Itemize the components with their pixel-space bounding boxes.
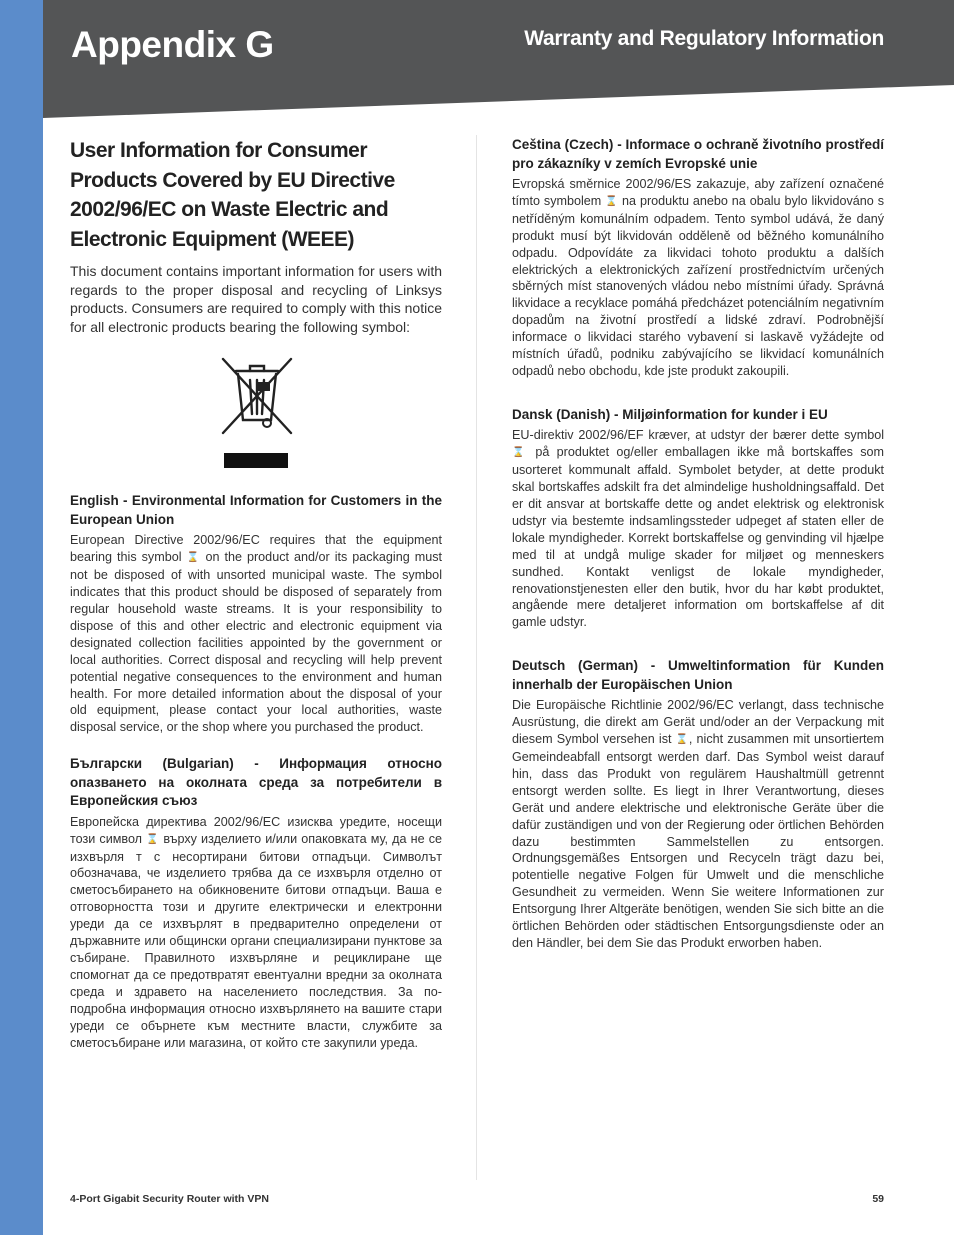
weee-symbol-figure	[70, 352, 442, 470]
section-body	[512, 697, 884, 952]
section-heading: Dansk (Danish) - Miljøinformation for kunder i EU	[512, 406, 828, 422]
body-text-part: Европейска директива 2002/96/EC изисква уредите, носещи този символ	[70, 814, 442, 846]
footer-product-name: 4-Port Gigabit Security Router with VPN	[70, 1193, 269, 1205]
body-text-part: върху изделието и/или опаковката му, да не се изхвърля т с несортирани битови отпадъци. Символът обозначава, че изделието трябва да се изхвърля отделно от сметосъбирането на обикновените битови отпадъци. Ваша е отговорността този и другите електрически и електронни уреди да се изхвърлят в предварително определени от държавните или общински органи специализирани пунктове за събиране. Правилното изхвърляне и рециклиране ще спомогнат да се предотвратят евентуални вредни за околната среда и здравето на населението последствия. За по-подробна информация относно изхвърлянето на вашите стари уреди се обърнете към местните власти, службите за сметосъбиране или магазина, от който сте закупили уреда.	[70, 831, 443, 1050]
left-column	[70, 136, 442, 1051]
main-heading: User Information for Consumer Products Covered by EU Directive 2002/96/EC on Waste Electric and Electronic Equipment (WEEE)	[70, 139, 395, 251]
intro-paragraph: This document contains important information for users with regards to the proper disposal and recycling of Linksys products. Consumers are required to comply with this notice for all electronic products bearing the following symbol:	[70, 263, 442, 335]
body-text-part: European Directive 2002/96/EC requires that the equipment bearing this symbol	[70, 533, 442, 565]
weee-inline-icon: ⌛	[675, 734, 689, 746]
section-danish	[512, 406, 884, 631]
section-german	[512, 657, 884, 952]
weee-inline-icon: ⌛	[605, 195, 619, 207]
section-heading: Български (Bulgarian) - Информация относно опазването на околната среда за потребители в Европейския съюз	[70, 756, 442, 809]
section-bulgarian	[70, 755, 442, 1051]
section-czech	[512, 136, 884, 380]
header-subtitle: Warranty and Regulatory Information	[524, 27, 884, 50]
section-body	[512, 176, 884, 380]
column-divider	[476, 135, 477, 1180]
section-heading: Ceština (Czech) - Informace o ochraně životního prostředí pro zákazníky v zemích Evropské unie	[512, 137, 884, 171]
left-accent-bar	[0, 0, 43, 1235]
section-body	[70, 532, 442, 736]
section-heading: English - Environmental Information for Customers in the European Union	[70, 493, 442, 527]
body-text-part: Die Europäische Richtlinie 2002/96/EC verlangt, dass technische Ausrüstung, die direkt am Gerät und/oder an der Verpackung mit diesem Symbol versehen ist	[512, 698, 884, 747]
section-body	[512, 427, 884, 631]
weee-inline-icon: ⌛	[512, 447, 529, 459]
body-text-part: på produktet og/eller emballagen ikke må bortskaffes som usorteret kommunalt affald. Symbolet betyder, at dette produkt skal bortskaffes adskilt fra det almindelige husholdningsaffald. Det er dit ansvar at bortskaffe dette og andet elektrisk og elektronisk udstyr via bestemte indsamlingssteder udpeget af staten eller de lokale myndigheder. Korrekt bortskaffelse og genvinding vil hjælpe med til at undgå mulige skader for miljøet og menneskers sundhed. Kontakt venligst de lokale myndigheder, renovationstjenesten eller den butik, hvor du har købt produktet, angående mere detaljeret information om bortskaffelse af dit gamle udstyr.	[512, 445, 885, 630]
body-text-part: Evropská směrnice 2002/96/ES zakazuje, aby zařízení označené tímto symbolem	[512, 177, 884, 208]
section-heading: Deutsch (German) - Umweltinformation für Kunden innerhalb der Europäischen Union	[512, 658, 884, 692]
footer-page-number: 59	[872, 1193, 884, 1205]
weee-inline-icon: ⌛	[186, 552, 201, 564]
section-body	[70, 814, 442, 1052]
body-text-part: na produktu anebo na obalu bylo likvidováno s netříděným komunálním odpadem. Tento symbol udává, že daný produkt musí být likvidován odděleně od běžného komunálního odpadu. Odpovídáte za likvidaci tohoto produktu a dalších elektrických a elektronických zařízení prostřednictvím určených sběrných míst stanovených vládou nebo místními úřady. Správná likvidace a recyklace pomáhá předcházet potenciálním negativním dopadům na životní prostředí a lidské zdraví. Podrobnější informace o likvidaci starého vybavení si laskavě vyžádejte od místních úřadů, podniku zabývajícího se likvidací komunálních odpadů nebo obchodu, kde jste produkt zakoupili.	[512, 193, 885, 378]
weee-crossed-bin-icon	[220, 356, 294, 468]
body-text-part: on the product and/or its packaging must not be disposed of with unsorted municipal waste. The symbol indicates that this product should be disposed of separately from regular household waste streams. It is your responsibility to dispose of this and other electric and electronic equipment via designated collection facilities appointed by the government or local authorities. Correct disposal and recycling will help prevent potential negative consequences to the environment and human health. For more detailed information about the disposal of your old equipment, please contact your local authorities, waste disposal service, or the shop where you purchased the product.	[70, 550, 443, 735]
weee-inline-icon: ⌛	[146, 833, 160, 845]
appendix-title: Appendix G	[71, 24, 274, 65]
right-column	[512, 136, 884, 952]
section-english	[70, 492, 442, 736]
body-text-part: , nicht zusammen mit unsortiertem Gemeindeabfall entsorgt werden darf. Das Symbol weist darauf hin, dass das Produkt von regulärem Haushaltmüll getrennt entsorgt werden sollte. Es liegt in Ihrer Verantwortung, dieses Gerät und andere elektrische und elektronische Geräte über die dafür zuständigen und von der Regierung oder örtlichen Behörden dazu bestimmten Sammelstellen zu entsorgen. Ordnungsgemäßes Entsorgen und Recyceln trägt dazu bei, potentielle negative Folgen für Umwelt und die menschliche Gesundheit zu vermeiden. Wenn Sie weitere Informationen zur Entsorgung Ihrer Altgeräte benötigen, wenden Sie sich bitte an die örtlichen Behörden oder städtischen Entsorgungsdienste oder an den Händler, bei dem Sie das Produkt erworben haben.	[512, 732, 885, 950]
body-text-part: EU-direktiv 2002/96/EF kræver, at udstyr der bærer dette symbol	[512, 428, 884, 443]
